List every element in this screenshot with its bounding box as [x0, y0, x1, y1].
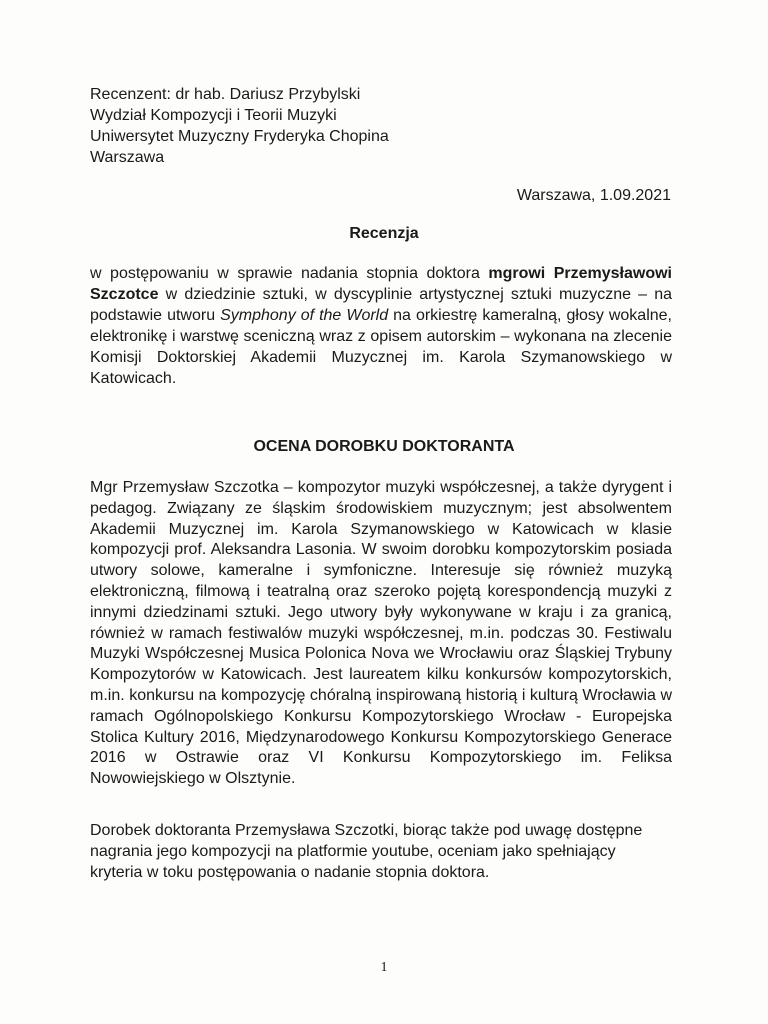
- body-paragraph-1: Mgr Przemysław Szczotka – kompozytor muzyki współczesnej, a także dyrygent i pedagog. Związany ze śląskim środowiskiem muzycznym; jest absolwentem Akademii Muzycznej im. Karola Szymanowskiego w Katowicach w klasie kompozycji prof. Aleksandra Lasonia. W swoim dorobku kompozytorskim posiada utwory solowe, kameralne i symfoniczne. Interesuje się również muzyką elektroniczną, filmową i teatralną oraz szeroko pojętą korespondencją muzyki z innymi dziedzinami sztuki. Jego utwory były wykonywane w kraju i za granicą, również w ramach festiwalów muzyki współczesnej, m.in. podczas 30. Festiwalu Muzyki Współczesnej Musica Polonica Nova we Wrocławiu oraz Śląskiej Trybuny Kompozytorów w Katowicach. Jest laureatem kilku konkursów kompozytorskich, m.in. konkursu na kompozycję chóralną inspirowaną historią i kulturą Wrocławia w ramach Ogólnopolskiego Konkursu Kompozytorskiego Wrocław - Europejska Stolica Kultury 2016, Międzynarodowego Konkursu Kompozytorskiego Generace 2016 w Ostrawie oraz VI Konkursu Kompozytorskiego im. Feliksa Nowowiejskiego w Olsztynie.: [90, 479, 672, 788]
- intro-paragraph: [90, 263, 672, 389]
- document-title: Recenzja: [349, 225, 419, 242]
- reviewer-university: Uniwersytet Muzyczny Fryderyka Chopina: [90, 128, 389, 145]
- intro-text-2: w dziedzinie sztuki, w dyscyplinie artystycznej sztuki muzyczne – na podstawie utworu: [90, 286, 672, 324]
- section-heading: OCENA DOROBKU DOKTORANTA: [253, 438, 515, 455]
- reviewer-name: Recenzent: dr hab. Dariusz Przybylski: [90, 86, 361, 103]
- intro-text-3: na orkiestrę kameralną, głosy wokalne, elektronikę i warstwę sceniczną wraz z opisem autorskim – wykonana na zlecenie Komisji Doktorskiej Akademii Muzycznej im. Karola Szymanowskiego w Katowicach.: [90, 307, 672, 387]
- reviewer-faculty: Wydział Kompozycji i Teorii Muzyki: [90, 107, 337, 124]
- document-date: Warszawa, 1.09.2021: [516, 187, 671, 204]
- reviewer-city: Warszawa: [90, 149, 165, 166]
- work-title: Symphony of the World: [220, 307, 389, 324]
- reviewer-block: [90, 84, 389, 168]
- candidate-name: mgrowi Przemysławowi Szczotce: [90, 265, 672, 303]
- body-paragraph-2: Dorobek doktoranta Przemysława Szczotki, biorąc także pod uwagę dostępne nagrania jego kompozycji na platformie youtube, oceniam jako spełniający kryteria w toku postępowania o nadanie stopnia doktora.: [90, 822, 643, 881]
- page-number: 1: [380, 960, 388, 975]
- intro-text-1: w postępowaniu w sprawie nadania stopnia doktora: [90, 265, 489, 282]
